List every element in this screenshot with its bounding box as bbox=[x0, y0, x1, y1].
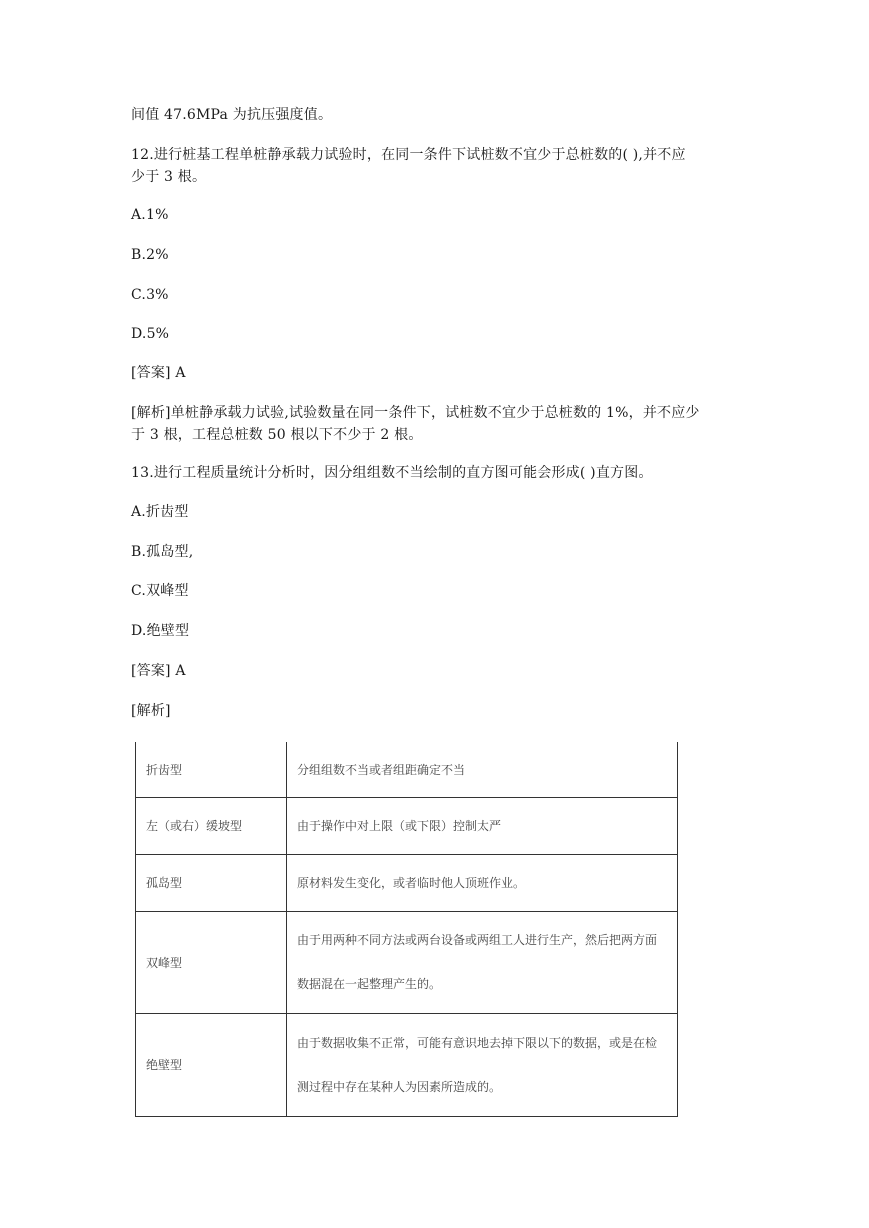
table-cell-type: 左（或右）缓坡型 bbox=[136, 797, 287, 854]
text-line: 少于 3 根。 bbox=[131, 169, 207, 185]
table-row bbox=[136, 911, 678, 1013]
table-cell-type: 折齿型 bbox=[136, 742, 287, 797]
explanation-label: [解析] bbox=[131, 703, 171, 719]
histogram-type-table bbox=[135, 742, 678, 1117]
option-c: C.双峰型 bbox=[131, 583, 189, 599]
question-13: 13.进行工程质量统计分析时，因分组组数不当绘制的直方图可能会形成( )直方图。 bbox=[131, 465, 653, 481]
answer: [答案] A bbox=[131, 365, 186, 381]
text-line: 间值 47.6MPa 为抗压强度值。 bbox=[131, 107, 333, 123]
table-cell-cause: 原材料发生变化，或者临时他人顶班作业。 bbox=[287, 854, 678, 911]
answer: [答案] A bbox=[131, 663, 186, 679]
table-cell-cause: 由于用两种不同方法或两台设备或两组工人进行生产，然后把两方面数据混在一起整理产生的。 bbox=[287, 911, 678, 1013]
table-cell-cause: 分组组数不当或者组距确定不当 bbox=[287, 742, 678, 797]
option-d: D.绝壁型 bbox=[131, 623, 190, 639]
option-b: B.孤岛型, bbox=[131, 544, 194, 560]
table-cell-type: 孤岛型 bbox=[136, 854, 287, 911]
text-line: 于 3 根，工程总桩数 50 根以下不少于 2 根。 bbox=[131, 427, 423, 443]
option-a: A.1% bbox=[131, 207, 169, 223]
option-c: C.3% bbox=[131, 287, 169, 303]
explanation: [解析]单桩静承载力试验,试验数量在同一条件下，试桩数不宜少于总桩数的 1%，并不应少 bbox=[131, 405, 700, 421]
table-cell-type: 绝壁型 bbox=[136, 1013, 287, 1116]
table-row bbox=[136, 742, 678, 797]
table-cell-type: 双峰型 bbox=[136, 911, 287, 1013]
table-row bbox=[136, 854, 678, 911]
option-b: B.2% bbox=[131, 247, 169, 263]
table-row bbox=[136, 797, 678, 854]
option-a: A.折齿型 bbox=[131, 504, 189, 520]
option-d: D.5% bbox=[131, 326, 170, 342]
table-cell-cause: 由于数据收集不正常，可能有意识地去掉下限以下的数据，或是在检测过程中存在某种人为因素所造成的。 bbox=[287, 1013, 678, 1116]
question-12: 12.进行桩基工程单桩静承载力试验时，在同一条件下试桩数不宜少于总桩数的( ),并不应 bbox=[131, 147, 686, 163]
table-cell-cause: 由于操作中对上限（或下限）控制太严 bbox=[287, 797, 678, 854]
table-row bbox=[136, 1013, 678, 1116]
